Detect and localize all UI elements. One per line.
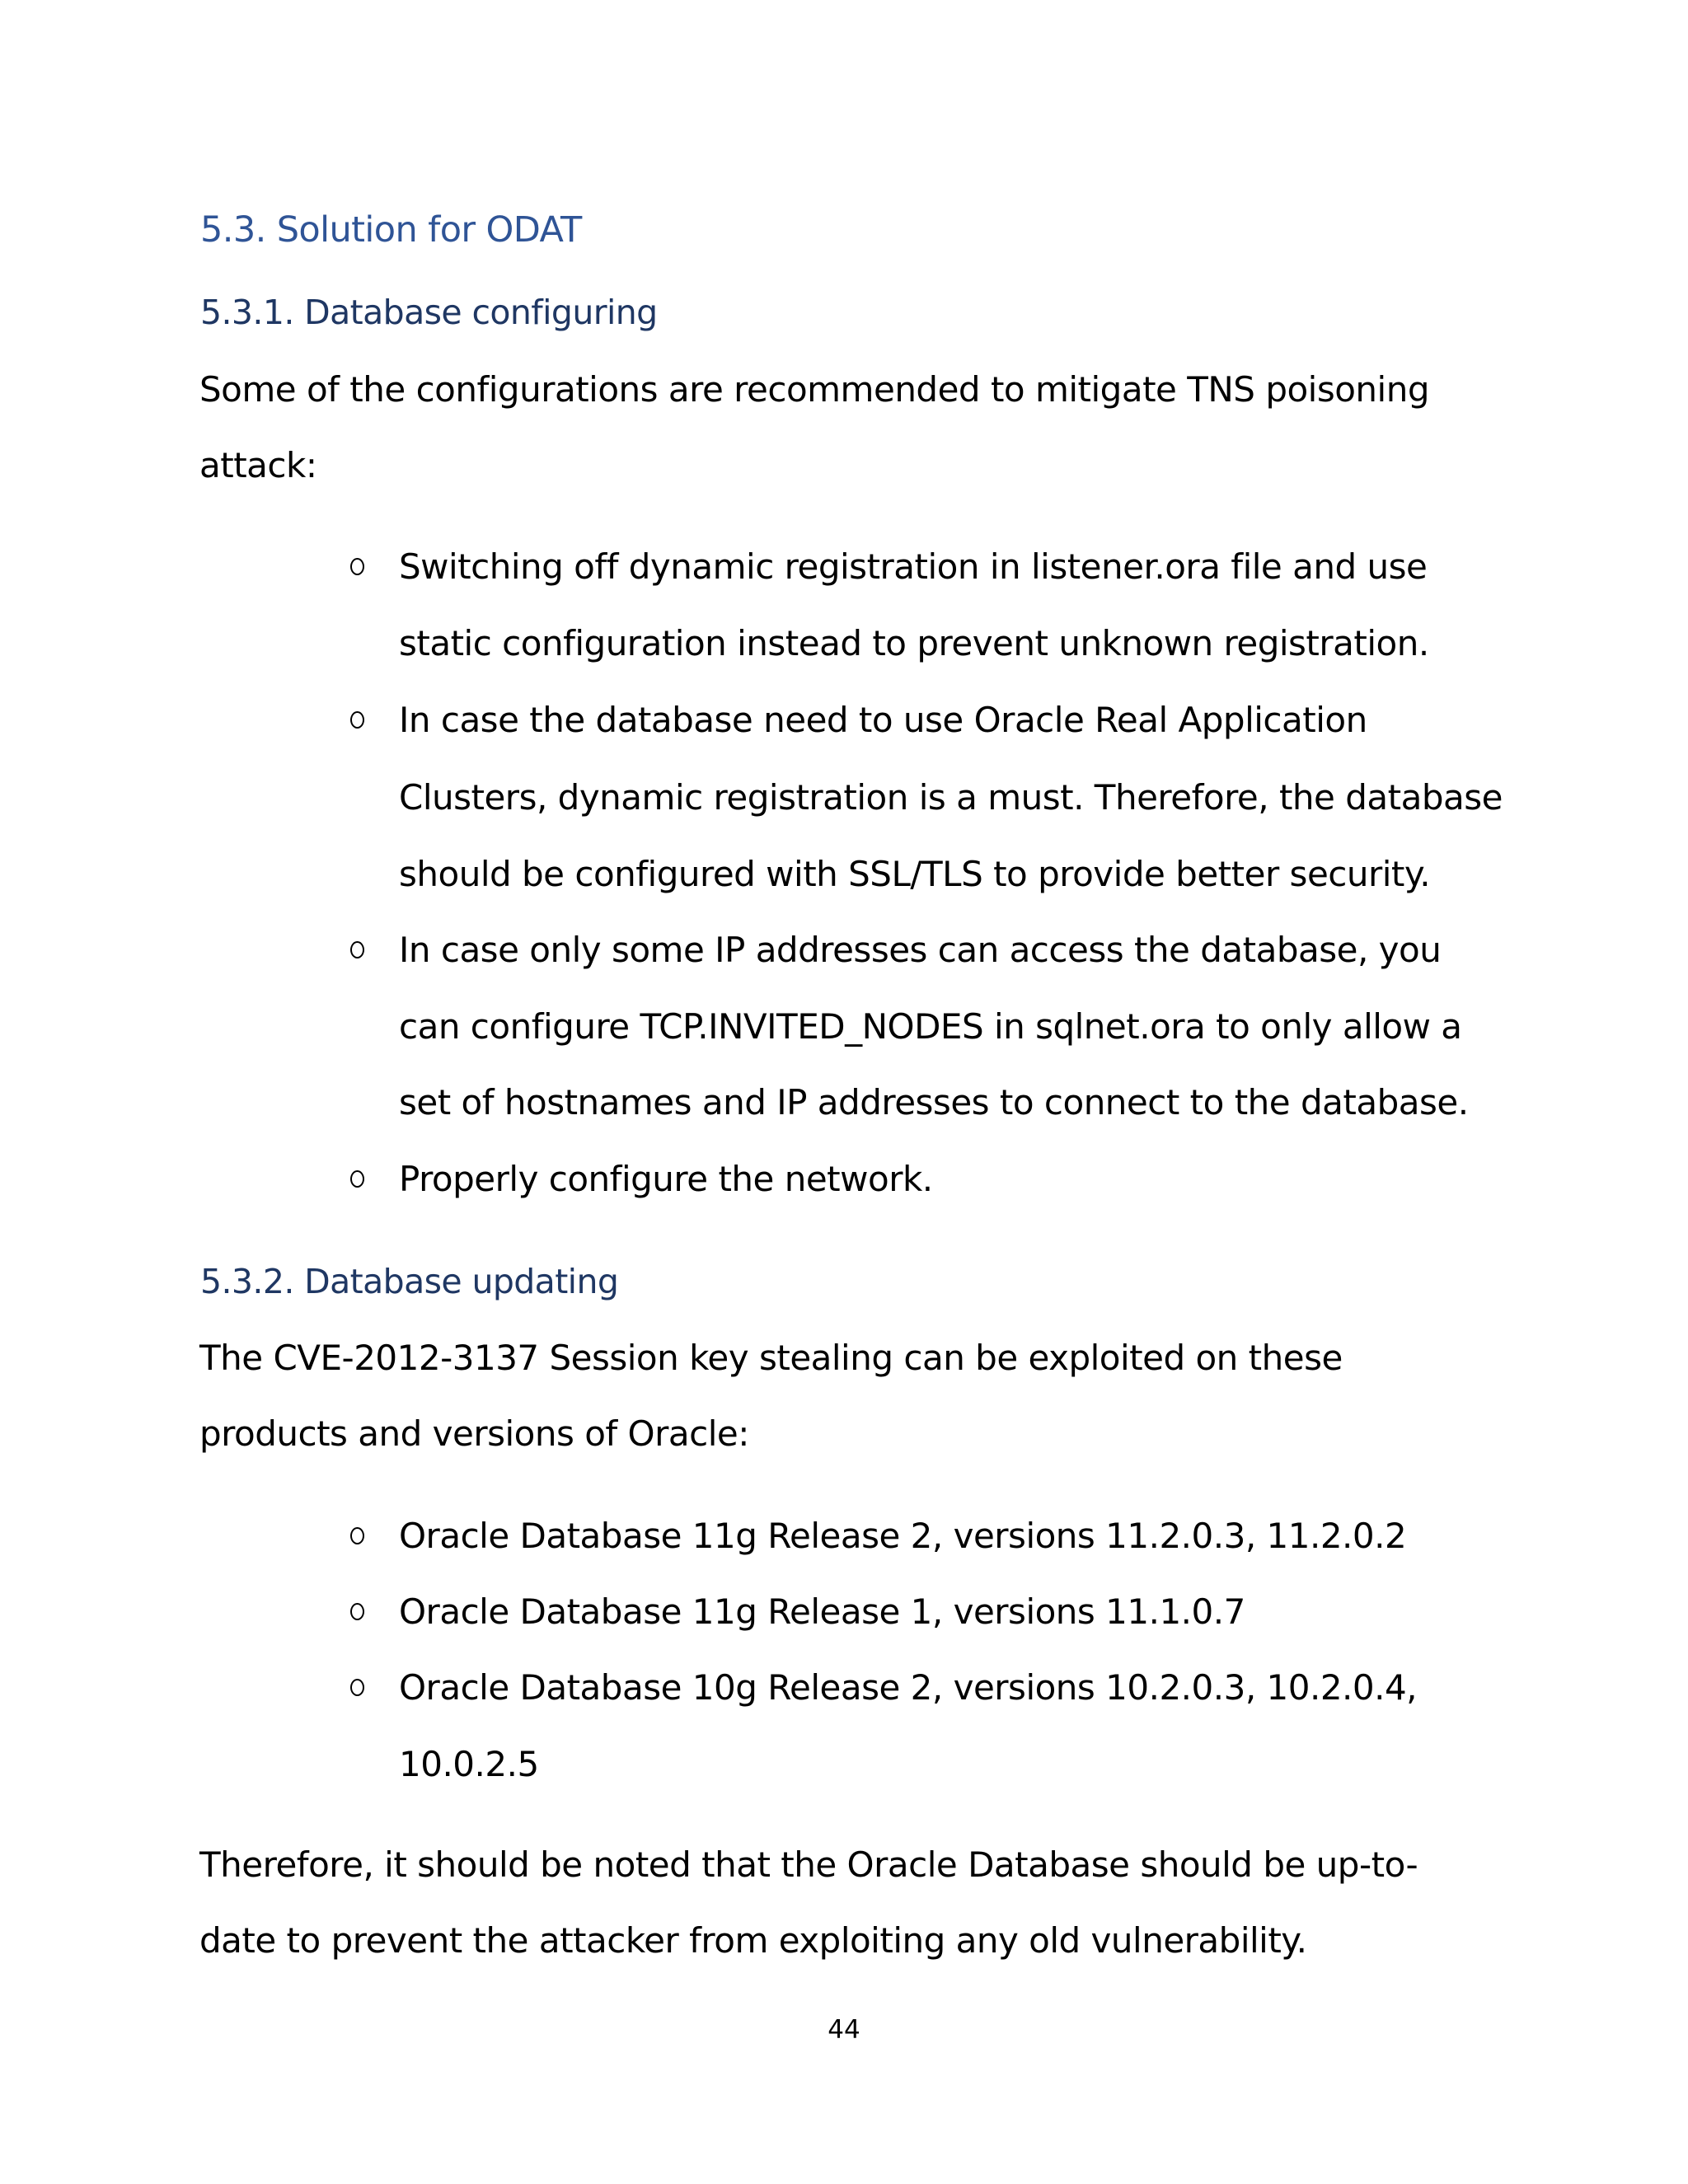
hollow-circle-bullet-icon [350, 1679, 364, 1696]
list-item-line: 10.0.2.5 [399, 1744, 539, 1784]
paragraph-line: Some of the configurations are recommended to mitigate TNS poisoning [199, 369, 1429, 410]
list-item-line: can configure TCP.INVITED_NODES in sqlnet.ora to only allow a [399, 1006, 1462, 1047]
list-item-line: In case the database need to use Oracle Real Application [399, 700, 1367, 740]
list-item-line: Clusters, dynamic registration is a must. Therefore, the database [399, 777, 1503, 818]
section-heading: 5.3. Solution for ODAT [200, 209, 582, 251]
subsection-heading-updating: 5.3.2. Database updating [200, 1262, 619, 1301]
hollow-circle-bullet-icon [350, 711, 364, 729]
list-item-line: Switching off dynamic registration in listener.ora file and use [399, 546, 1428, 587]
list-item-line: static configuration instead to prevent unknown registration. [399, 623, 1429, 663]
paragraph-line: date to prevent the attacker from exploiting any old vulnerability. [199, 1920, 1307, 1961]
list-item-line: Oracle Database 10g Release 2, versions 10.2.0.3, 10.2.0.4, [399, 1667, 1418, 1708]
hollow-circle-bullet-icon [350, 1527, 364, 1544]
list-item-line: Oracle Database 11g Release 1, versions 11.1.0.7 [399, 1591, 1245, 1632]
subsection-heading-configuring: 5.3.1. Database configuring [200, 293, 658, 332]
paragraph-line: products and versions of Oracle: [199, 1413, 749, 1454]
hollow-circle-bullet-icon [350, 1603, 364, 1620]
list-item-line: Properly configure the network. [399, 1159, 933, 1199]
list-item-line: Oracle Database 11g Release 2, versions 11.2.0.3, 11.2.0.2 [399, 1516, 1407, 1556]
hollow-circle-bullet-icon [350, 558, 364, 575]
page-number: 44 [828, 2015, 860, 2045]
list-item-line: In case only some IP addresses can access the database, you [399, 930, 1442, 970]
hollow-circle-bullet-icon [350, 1170, 364, 1188]
hollow-circle-bullet-icon [350, 941, 364, 958]
paragraph-line: Therefore, it should be noted that the Oracle Database should be up-to- [199, 1844, 1418, 1885]
paragraph-line: attack: [199, 445, 317, 485]
list-item-line: should be configured with SSL/TLS to provide better security. [399, 854, 1431, 894]
list-item-line: set of hostnames and IP addresses to connect to the database. [399, 1082, 1469, 1122]
paragraph-line: The CVE-2012-3137 Session key stealing can be exploited on these [199, 1338, 1343, 1378]
